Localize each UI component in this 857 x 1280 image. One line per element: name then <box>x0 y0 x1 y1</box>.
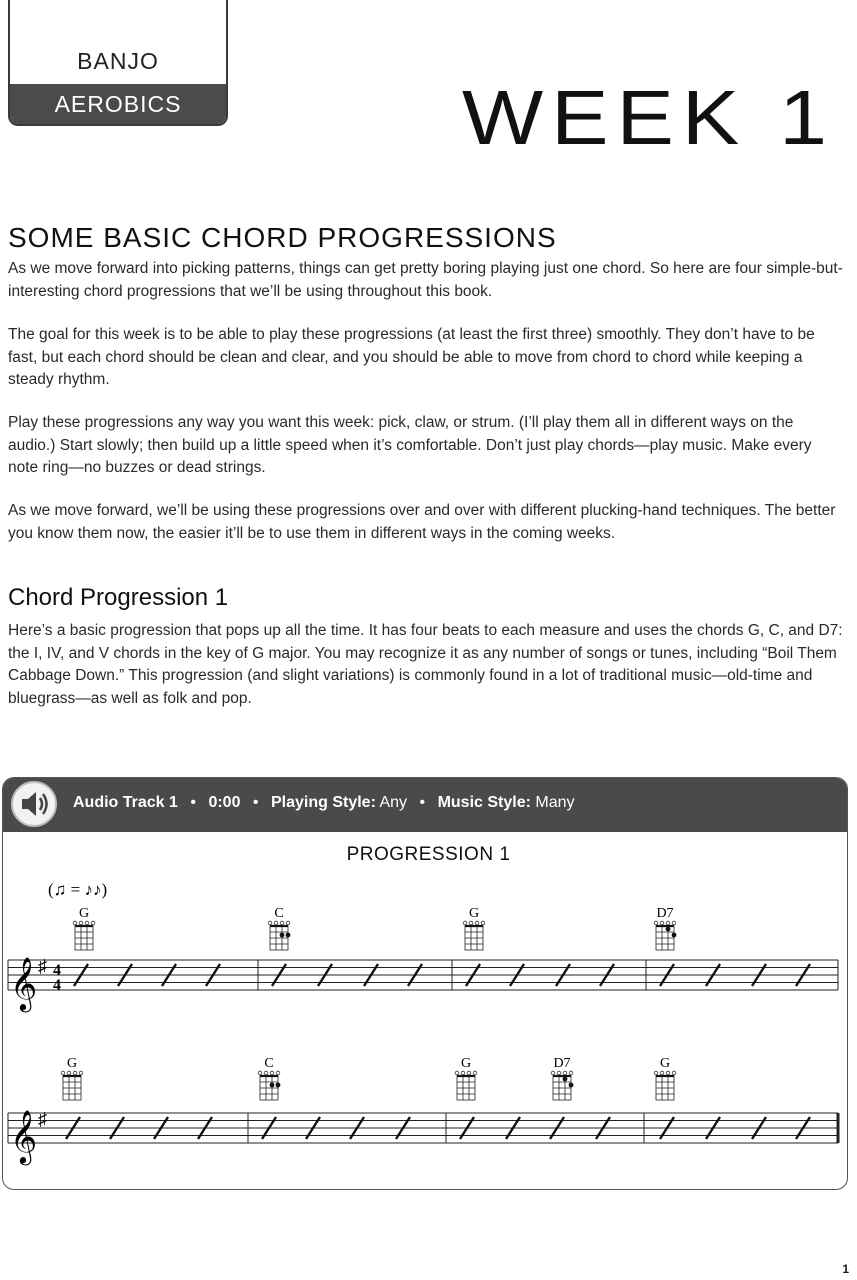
chord-name: D7 <box>656 906 674 921</box>
finger-dot <box>280 933 285 938</box>
open-string-marker <box>654 921 658 925</box>
open-string-marker <box>551 1071 555 1075</box>
key-signature-sharp: ♯ <box>38 956 47 976</box>
open-string-marker <box>280 921 284 925</box>
open-string-marker <box>91 921 95 925</box>
chord-name: G <box>460 1056 472 1071</box>
finger-dot <box>286 933 291 938</box>
progression-title: PROGRESSION 1 <box>346 844 511 865</box>
open-string-marker <box>461 1071 465 1075</box>
open-string-marker <box>569 1071 573 1075</box>
open-string-marker <box>73 1071 77 1075</box>
open-string-marker <box>557 1071 561 1075</box>
section-paragraph-3: Play these progressions any way you want this week: pick, claw, or strum. (I’ll play them all in different ways on the audio.) Start slowly; then build up a little speed when it’s comfortable. Don’t just play chords—play music. Make every note ring—no buzzes or dead strings. <box>8 414 812 476</box>
open-string-marker <box>79 1071 83 1075</box>
open-string-marker <box>264 1071 268 1075</box>
page-number: 1 <box>842 1262 849 1276</box>
separator: • <box>190 794 196 811</box>
finger-dot <box>276 1083 281 1088</box>
open-string-marker <box>286 921 290 925</box>
open-string-marker <box>666 921 670 925</box>
open-string-marker <box>268 921 272 925</box>
open-string-marker <box>672 1071 676 1075</box>
open-string-marker <box>276 1071 280 1075</box>
section-title: SOME BASIC CHORD PROGRESSIONS <box>8 222 557 253</box>
open-string-marker <box>463 921 467 925</box>
swing-marking: (♫ = ♪♪) <box>48 880 108 899</box>
book-tab-top: BANJO <box>77 48 159 74</box>
open-string-marker <box>666 1071 670 1075</box>
staff-row-2 <box>8 1056 838 1165</box>
subsection-title: Chord Progression 1 <box>8 584 229 611</box>
chord-name: G <box>78 906 90 921</box>
time-signature-top: 4 <box>53 962 61 979</box>
key-signature-sharp: ♯ <box>38 1109 47 1129</box>
section-paragraph-1: As we move forward into picking patterns, things can get pretty boring playing just one chord. So here are four simple-but-interesting chord progressions that we’ll be using throughout this book. <box>8 260 843 300</box>
audio-time: 0:00 <box>208 794 241 811</box>
open-string-marker <box>660 1071 664 1075</box>
music-style-label: Music Style: <box>437 794 531 811</box>
open-string-marker <box>660 921 664 925</box>
finger-dot <box>569 1083 574 1088</box>
treble-clef: 𝄞 <box>10 958 38 1009</box>
audio-track-label: Audio Track 1 <box>73 794 178 811</box>
chord-name: C <box>274 906 284 921</box>
finger-dot <box>672 933 677 938</box>
open-string-marker <box>672 921 676 925</box>
open-string-marker <box>274 921 278 925</box>
book-tab-bottom: AEROBICS <box>10 84 226 124</box>
open-string-marker <box>67 1071 71 1075</box>
separator: • <box>419 794 426 811</box>
chord-name: G <box>66 1056 78 1071</box>
playing-style-value: Any <box>379 794 408 811</box>
open-string-marker <box>79 921 83 925</box>
finger-dot <box>270 1083 275 1088</box>
chord-name: D7 <box>553 1056 571 1071</box>
subsection-paragraph: Here’s a basic progression that pops up all the time. It has four beats to each measure and uses the chords G, C, and D7: the I, IV, and V chords in the key of G major. You may recognize it as any number of songs or tunes, including “Boil Them Cabbage Down.” This progression (and slight variations) is commonly found in a lot of traditional music—old-time and bluegrass—as well as folk and pop. <box>8 622 843 707</box>
open-string-marker <box>73 921 77 925</box>
staff-row-1 <box>8 906 838 1012</box>
week-title: WEEK 1 <box>462 74 835 162</box>
chord-name: G <box>468 906 480 921</box>
open-string-marker <box>85 921 89 925</box>
playing-style-label: Playing Style: <box>270 794 376 811</box>
finger-dot <box>563 1077 568 1082</box>
music-style-value: Many <box>535 794 575 811</box>
open-string-marker <box>270 1071 274 1075</box>
open-string-marker <box>481 921 485 925</box>
open-string-marker <box>475 921 479 925</box>
open-string-marker <box>469 921 473 925</box>
chord-name: G <box>659 1056 671 1071</box>
open-string-marker <box>258 1071 262 1075</box>
separator: • <box>252 794 259 811</box>
open-string-marker <box>467 1071 471 1075</box>
section-paragraph-4: As we move forward, we’ll be using these progressions over and over with different plucking-hand techniques. The better you know them now, the easier it’ll be to use them in different ways in the coming weeks. <box>8 502 836 542</box>
time-signature-bottom: 4 <box>53 977 61 994</box>
open-string-marker <box>455 1071 459 1075</box>
section-paragraph-2: The goal for this week is to be able to play these progressions (at least the first three) smoothly. They don’t have to be fast, but each chord should be clean and clear, and you should be able to move from chord to chord while keeping a steady rhythm. <box>8 326 815 388</box>
open-string-marker <box>654 1071 658 1075</box>
open-string-marker <box>61 1071 65 1075</box>
open-string-marker <box>473 1071 477 1075</box>
treble-clef: 𝄞 <box>10 1111 38 1162</box>
chord-name: C <box>264 1056 274 1071</box>
open-string-marker <box>563 1071 567 1075</box>
finger-dot <box>666 927 671 932</box>
